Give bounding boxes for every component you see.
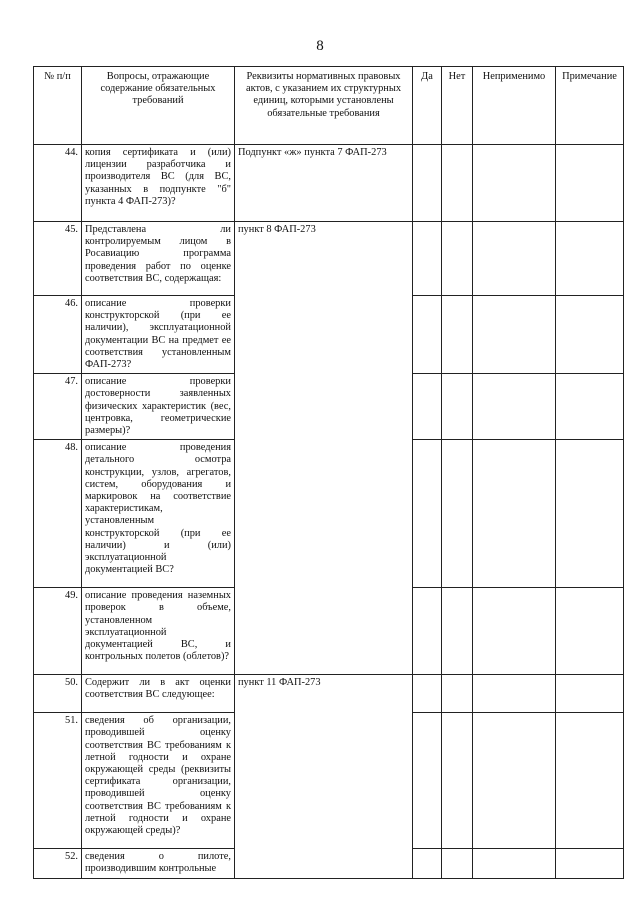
header-note: Примечание xyxy=(556,67,624,145)
cell-yes[interactable] xyxy=(413,296,442,374)
cell-yes[interactable] xyxy=(413,440,442,588)
cell-yes[interactable] xyxy=(413,588,442,675)
cell-yes[interactable] xyxy=(413,374,442,440)
cell-note[interactable] xyxy=(556,849,624,878)
row-question: Содержит ли в акт оценки соответствия ВС следующее: xyxy=(82,675,235,713)
cell-yes[interactable] xyxy=(413,675,442,713)
checklist-table xyxy=(33,66,624,879)
cell-na[interactable] xyxy=(473,222,556,296)
cell-na[interactable] xyxy=(473,675,556,713)
cell-yes[interactable] xyxy=(413,145,442,222)
row-question: описание проведения детального осмотра конструкции, узлов, агрегатов, систем, оборудования и маркировок на соответствие характеристикам, установленным конструкторской (при ее наличии) и (или) эксплуатационной документацией ВС? xyxy=(82,440,235,588)
cell-note[interactable] xyxy=(556,222,624,296)
header-row xyxy=(34,67,624,145)
header-no: Нет xyxy=(442,67,473,145)
header-na: Неприменимо xyxy=(473,67,556,145)
cell-no[interactable] xyxy=(442,713,473,849)
cell-note[interactable] xyxy=(556,588,624,675)
cell-yes[interactable] xyxy=(413,222,442,296)
row-question: Представлена ли контролируемым лицом в Росавиацию программа проведения работ по оценке соответствия ВС, содержащая: xyxy=(82,222,235,296)
cell-na[interactable] xyxy=(473,849,556,878)
row-question: описание проверки достоверности заявленных физических характеристик (вес, центровка, геометрические размеры)? xyxy=(82,374,235,440)
cell-no[interactable] xyxy=(442,222,473,296)
row-number: 46. xyxy=(34,296,82,374)
row-number: 45. xyxy=(34,222,82,296)
cell-note[interactable] xyxy=(556,145,624,222)
table-row xyxy=(34,675,624,713)
cell-note[interactable] xyxy=(556,374,624,440)
cell-na[interactable] xyxy=(473,713,556,849)
row-requisites: Подпункт «ж» пункта 7 ФАП-273 xyxy=(235,145,413,222)
cell-na[interactable] xyxy=(473,374,556,440)
row-number: 44. xyxy=(34,145,82,222)
cell-yes[interactable] xyxy=(413,849,442,878)
row-question: описание проверки конструкторской (при ее наличии), эксплуатационной документации ВС на предмет ее соответствия установленным ФАП-273? xyxy=(82,296,235,374)
cell-no[interactable] xyxy=(442,145,473,222)
header-num: № п/п xyxy=(34,67,82,145)
row-question: копия сертификата и (или) лицензии разработчика и производителя ВС (для ВС, указанных в подпункте "б" пункта 4 ФАП-273)? xyxy=(82,145,235,222)
cell-note[interactable] xyxy=(556,675,624,713)
row-number: 52. xyxy=(34,849,82,878)
row-number: 47. xyxy=(34,374,82,440)
header-yes: Да xyxy=(413,67,442,145)
cell-no[interactable] xyxy=(442,296,473,374)
table-row xyxy=(34,222,624,296)
table-row xyxy=(34,145,624,222)
header-question: Вопросы, отражающие содержание обязательных требований xyxy=(82,67,235,145)
row-requisites: пункт 11 ФАП-273 xyxy=(235,675,413,878)
cell-na[interactable] xyxy=(473,588,556,675)
cell-na[interactable] xyxy=(473,296,556,374)
cell-yes[interactable] xyxy=(413,713,442,849)
cell-no[interactable] xyxy=(442,440,473,588)
cell-no[interactable] xyxy=(442,849,473,878)
cell-no[interactable] xyxy=(442,675,473,713)
row-number: 48. xyxy=(34,440,82,588)
row-number: 50. xyxy=(34,675,82,713)
cell-note[interactable] xyxy=(556,440,624,588)
row-number: 49. xyxy=(34,588,82,675)
row-question: сведения об организации, проводившей оценку соответствия ВС требованиям к летной годности и охране окружающей среды (реквизиты сертификата организации, проводившей оценку соответствия ВС требованиям к летной годности и охране окружающей среды)? xyxy=(82,713,235,849)
page-number: 8 xyxy=(316,38,324,54)
cell-no[interactable] xyxy=(442,588,473,675)
cell-note[interactable] xyxy=(556,713,624,849)
row-number: 51. xyxy=(34,713,82,849)
cell-no[interactable] xyxy=(442,374,473,440)
header-requisites: Реквизиты нормативных правовых актов, с указанием их структурных единиц, которыми установлены обязательные требования xyxy=(235,67,413,145)
cell-na[interactable] xyxy=(473,440,556,588)
row-question: сведения о пилоте, производившим контрольные xyxy=(82,849,235,878)
cell-note[interactable] xyxy=(556,296,624,374)
row-requisites: пункт 8 ФАП-273 xyxy=(235,222,413,675)
row-question: описание проведения наземных проверок в объеме, установленном эксплуатационной документацией ВС, и контрольных полетов (облетов)? xyxy=(82,588,235,675)
cell-na[interactable] xyxy=(473,145,556,222)
